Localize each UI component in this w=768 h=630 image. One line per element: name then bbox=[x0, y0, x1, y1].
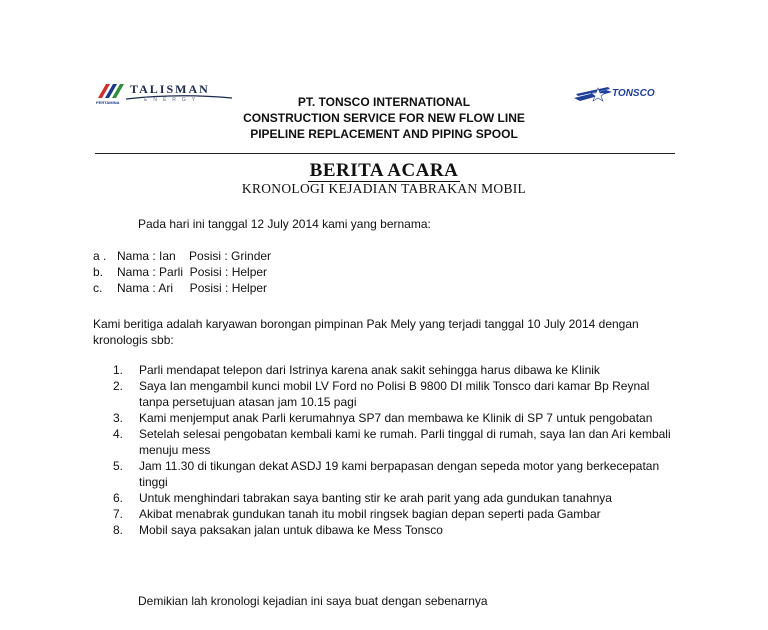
chronology-number: 5. bbox=[113, 459, 124, 473]
document-subtitle: KRONOLOGI KEJADIAN TABRAKAN MOBIL bbox=[241, 181, 527, 196]
chronology-text: Untuk menghindari tabrakan saya banting stir ke arah parit yang ada gundukan tanahnya bbox=[139, 491, 612, 505]
member-label: c. bbox=[93, 281, 103, 295]
chronology-item bbox=[113, 362, 673, 378]
member-text: Nama : Ari Posisi : Helper bbox=[117, 281, 268, 295]
tonsco-logo bbox=[572, 86, 664, 106]
chronology-number: 8. bbox=[113, 523, 124, 537]
talisman-wordmark: TALISMAN bbox=[130, 82, 210, 96]
chronology-item bbox=[113, 426, 673, 458]
member-list bbox=[93, 248, 493, 296]
chronology-text: Kami menjemput anak Parli kerumahnya SP7 dan membawa ke Klinik di SP 7 untuk pengobatan bbox=[139, 411, 653, 425]
chronology-number: 7. bbox=[113, 507, 124, 521]
member-item bbox=[93, 280, 493, 296]
chronology-text: Mobil saya paksakan jalan untuk dibawa ke Mess Tonsco bbox=[139, 523, 443, 537]
company-line-3: PIPELINE REPLACEMENT AND PIPING SPOOL bbox=[250, 127, 518, 141]
company-line-2: CONSTRUCTION SERVICE FOR NEW FLOW LINE bbox=[243, 111, 525, 125]
chronology-text: Saya Ian mengambil kunci mobil LV Ford no Polisi B 9800 DI milik Tonsco dari kamar Bp Reynal tanpa persetujuan atasan jam 10.15 pagi bbox=[139, 379, 650, 409]
member-item bbox=[93, 248, 493, 264]
chronology-item bbox=[113, 410, 673, 426]
member-text: Nama : Ian Posisi : Grinder bbox=[117, 249, 272, 263]
intro-text: Pada hari ini tanggal 12 July 2014 kami yang bernama: bbox=[138, 217, 431, 231]
chronology-number: 2. bbox=[113, 379, 124, 393]
company-line-1: PT. TONSCO INTERNATIONAL bbox=[297, 95, 471, 109]
member-label: b. bbox=[93, 265, 104, 279]
chronology-item bbox=[113, 522, 673, 538]
chronology-text: Parli mendapat telepon dari Istrinya karena anak sakit sehingga harus dibawa ke Klinik bbox=[139, 363, 600, 377]
chronology-text: Setelah selesai pengobatan kembali kami ke rumah. Parli tinggal di rumah, saya Ian dan Ari kembali menuju mess bbox=[139, 427, 671, 457]
chronology-number: 4. bbox=[113, 427, 124, 441]
header-divider bbox=[95, 153, 675, 154]
talisman-energy-text: ENERGY bbox=[144, 97, 202, 103]
tonsco-wordmark: TONSCO bbox=[612, 88, 655, 99]
closing-statement: Demikian lah kronologi kejadian ini saya buat dengan sebenarnya bbox=[138, 594, 488, 608]
chronology-text: Jam 11.30 di tikungan dekat ASDJ 19 kami berpapasan dengan sepeda motor yang berkecepatan tinggi bbox=[139, 459, 660, 489]
chronology-list bbox=[113, 362, 673, 538]
chronology-item bbox=[113, 506, 673, 522]
document-title-wrapper bbox=[0, 160, 768, 182]
pertamina-wordmark: PERTAMINA bbox=[96, 100, 120, 105]
tonsco-star-icon bbox=[572, 86, 614, 104]
chronology-item bbox=[113, 458, 673, 490]
chronology-number: 6. bbox=[113, 491, 124, 505]
member-item bbox=[93, 264, 493, 280]
chronology-number: 1. bbox=[113, 363, 124, 377]
member-label: a . bbox=[93, 249, 107, 263]
company-heading bbox=[200, 94, 568, 142]
chronology-text: Akibat menabrak gundukan tanah itu mobil ringsek bagian depan seperti pada Gambar bbox=[139, 507, 601, 521]
statement-paragraph: Kami beritiga adalah karyawan borongan pimpinan Pak Mely yang terjadi tanggal 10 July 2014 dengan kronologis sbb: bbox=[93, 317, 639, 347]
chronology-number: 3. bbox=[113, 411, 124, 425]
member-text: Nama : Parli Posisi : Helper bbox=[117, 265, 268, 279]
chronology-item bbox=[113, 378, 673, 410]
document-title: BERITA ACARA bbox=[309, 160, 459, 181]
chronology-item bbox=[113, 490, 673, 506]
